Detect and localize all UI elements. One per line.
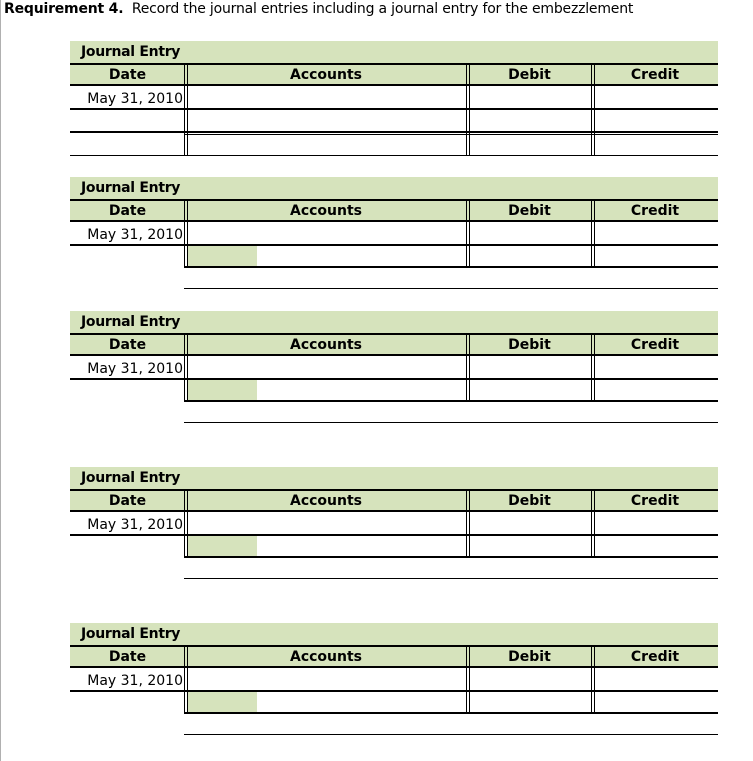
- account-entry-cell[interactable]: [188, 380, 257, 400]
- column-header-row: [70, 199, 718, 222]
- account-entry-cell[interactable]: [188, 536, 257, 556]
- account-entry-cell[interactable]: [188, 692, 257, 712]
- journal-entry-title: Journal Entry: [81, 180, 181, 196]
- row-line: [184, 578, 718, 579]
- account-entry-cell[interactable]: [188, 246, 257, 266]
- date-column-header: Date: [108, 337, 147, 353]
- credit-column-header: Credit: [630, 337, 680, 353]
- journal-entry-4: [70, 467, 718, 581]
- requirement-heading: Requirement 4. Record the journal entries including a journal entry for the embezzlement: [4, 1, 634, 17]
- accounts-column-header: Accounts: [289, 203, 362, 219]
- journal-entry-title-bar: [70, 623, 718, 645]
- journal-entry-2: [70, 177, 718, 291]
- column-divider: [591, 645, 595, 713]
- column-header-row: [70, 63, 718, 86]
- row-line: [70, 155, 718, 156]
- row-line: [184, 422, 718, 423]
- requirement-label: Requirement 4: [4, 1, 119, 17]
- journal-entry-title: Journal Entry: [81, 44, 181, 60]
- row-line: [70, 108, 718, 110]
- journal-entry-title: Journal Entry: [81, 626, 181, 642]
- debit-column-header: Debit: [508, 649, 551, 665]
- journal-entry-title-bar: [70, 41, 718, 63]
- credit-column-header: Credit: [630, 649, 680, 665]
- entry-date: May 31, 2010: [87, 673, 183, 689]
- column-divider: [466, 645, 470, 713]
- column-divider: [466, 199, 470, 267]
- journal-entry-title-bar: [70, 177, 718, 199]
- row-line: [70, 534, 718, 536]
- column-header-row: [70, 333, 718, 356]
- credit-column-header: Credit: [630, 67, 680, 83]
- debit-column-header: Debit: [508, 203, 551, 219]
- accounts-column-header: Accounts: [289, 649, 362, 665]
- row-line: [184, 288, 718, 289]
- debit-column-header: Debit: [508, 493, 551, 509]
- debit-column-header: Debit: [508, 67, 551, 83]
- row-line: [184, 134, 718, 135]
- credit-column-header: Credit: [630, 493, 680, 509]
- column-header-row: [70, 489, 718, 512]
- entry-date: May 31, 2010: [87, 517, 183, 533]
- column-header-row: [70, 645, 718, 668]
- page-left-border: [0, 0, 1, 761]
- column-divider: [591, 199, 595, 267]
- column-divider: [466, 489, 470, 557]
- entry-date: May 31, 2010: [87, 227, 183, 243]
- row-line: [70, 131, 718, 133]
- accounts-column-header: Accounts: [289, 493, 362, 509]
- journal-entry-title: Journal Entry: [81, 470, 181, 486]
- accounts-column-header: Accounts: [289, 67, 362, 83]
- row-line: [70, 378, 718, 380]
- row-line: [184, 712, 718, 714]
- column-divider: [591, 489, 595, 557]
- date-column-header: Date: [108, 67, 147, 83]
- journal-entry-1: [70, 41, 718, 157]
- column-divider: [466, 333, 470, 401]
- row-line: [184, 556, 718, 558]
- journal-entry-3: [70, 311, 718, 425]
- debit-column-header: Debit: [508, 337, 551, 353]
- requirement-text: Record the journal entries including a journal entry for the embezzlement: [131, 1, 634, 17]
- entry-date: May 31, 2010: [87, 91, 183, 107]
- row-line: [70, 690, 718, 692]
- column-divider: [591, 333, 595, 401]
- journal-entry-title-bar: [70, 467, 718, 489]
- journal-entry-5: [70, 623, 718, 737]
- credit-column-header: Credit: [630, 203, 680, 219]
- journal-entry-title: Journal Entry: [81, 314, 181, 330]
- row-line: [184, 266, 718, 268]
- date-column-header: Date: [108, 493, 147, 509]
- row-line: [184, 400, 718, 402]
- date-column-header: Date: [108, 649, 147, 665]
- row-line: [70, 244, 718, 246]
- journal-entry-title-bar: [70, 311, 718, 333]
- entry-date: May 31, 2010: [87, 361, 183, 377]
- row-line: [184, 734, 718, 735]
- date-column-header: Date: [108, 203, 147, 219]
- accounts-column-header: Accounts: [289, 337, 362, 353]
